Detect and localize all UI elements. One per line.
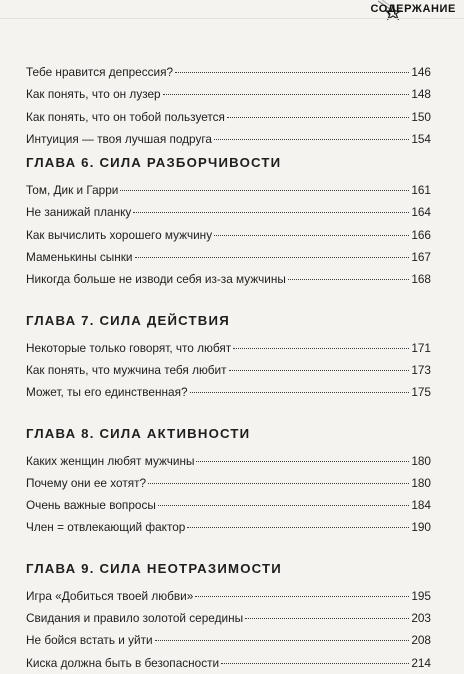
toc-entry[interactable]: [26, 246, 431, 268]
toc-entry[interactable]: [26, 268, 431, 290]
leader-dots: [135, 257, 410, 258]
chapter-section: [26, 150, 431, 290]
entry-title: Каких женщин любят мужчины: [26, 453, 195, 468]
toc-entry[interactable]: [26, 652, 431, 674]
entry-title: Как понять, что он тобой пользуется: [26, 109, 225, 124]
toc-entry[interactable]: [26, 359, 431, 381]
entry-title: Никогда больше не изводи себя из-за мужчины: [26, 272, 286, 287]
page-number: 161: [411, 183, 431, 198]
leader-dots: [214, 139, 409, 140]
leader-dots: [288, 279, 409, 280]
leader-dots: [221, 663, 409, 664]
toc-entry[interactable]: [26, 337, 431, 359]
leader-dots: [227, 117, 409, 118]
leader-dots: [155, 640, 410, 641]
leader-dots: [245, 618, 409, 619]
entry-title: Том, Дик и Гарри: [26, 183, 119, 198]
entry-title: Киска должна быть в безопасности: [26, 655, 220, 670]
continued-entries: [26, 61, 431, 150]
toc-entry[interactable]: [26, 179, 431, 201]
toc-entry[interactable]: [26, 494, 431, 516]
entry-title: Свидания и правило золотой середины: [26, 611, 244, 626]
page-number: 180: [411, 475, 431, 490]
section-title: СОДЕРЖАНИЕ: [370, 3, 456, 15]
chapter-section: [26, 421, 431, 539]
page-number: 167: [411, 250, 431, 265]
toc-entry[interactable]: [26, 83, 431, 105]
page-number: 168: [411, 272, 431, 287]
page-number: 184: [411, 498, 431, 513]
page-number: 154: [411, 131, 431, 146]
page-number: 166: [411, 227, 431, 242]
leader-dots: [158, 505, 409, 506]
entry-title: Почему они ее хотят?: [26, 475, 147, 490]
leader-dots: [133, 212, 409, 213]
toc-entry[interactable]: [26, 585, 431, 607]
page-number: 150: [411, 109, 431, 124]
chapter-heading[interactable]: ГЛАВА 6. СИЛА РАЗБОРЧИВОСТИ: [26, 155, 282, 171]
page-number: 190: [411, 520, 431, 535]
page-number: 146: [411, 65, 431, 79]
toc-entry[interactable]: [26, 629, 431, 651]
toc-entry[interactable]: [26, 61, 431, 83]
toc-entry[interactable]: [26, 128, 431, 150]
leader-dots: [195, 596, 409, 597]
page-number: 203: [411, 611, 431, 626]
page-number: 180: [411, 453, 431, 468]
entry-title: Не занижай планку: [26, 205, 132, 220]
toc-entry[interactable]: [26, 106, 431, 128]
page-number: 195: [411, 588, 431, 603]
leader-dots: [175, 72, 409, 73]
toc-entry[interactable]: [26, 224, 431, 246]
toc-entry[interactable]: [26, 450, 431, 472]
leader-dots: [148, 483, 409, 484]
chapter-list: [26, 150, 431, 674]
entry-title: Как понять, что он лузер: [26, 87, 161, 102]
leader-dots: [163, 94, 410, 95]
chapter-heading[interactable]: ГЛАВА 8. СИЛА АКТИВНОСТИ: [26, 425, 251, 441]
page-number: 148: [411, 87, 431, 102]
toc-entry[interactable]: [26, 516, 431, 538]
toc-entry[interactable]: [26, 607, 431, 629]
leader-dots: [214, 235, 409, 236]
chapter-section: [26, 308, 431, 404]
leader-dots: [233, 348, 409, 349]
leader-dots: [229, 370, 410, 371]
leader-dots: [187, 527, 409, 528]
leader-dots: [120, 190, 409, 191]
entry-title: Как понять, что мужчина тебя любит: [26, 362, 227, 377]
chapter-heading[interactable]: ГЛАВА 7. СИЛА ДЕЙСТВИЯ: [26, 312, 230, 328]
page-number: 175: [411, 385, 431, 400]
entry-title: Игра «Добиться твоей любви»: [26, 588, 194, 603]
entry-title: Как вычислить хорошего мужчину: [26, 227, 213, 242]
entry-title: Член = отвлекающий фактор: [26, 520, 186, 535]
chapter-section: [26, 556, 431, 674]
page-number: 208: [411, 633, 431, 648]
page-number: 173: [411, 362, 431, 377]
entry-title: Интуиция — твоя лучшая подруга: [26, 131, 212, 146]
entry-title: Не бойся встать и уйти: [26, 633, 153, 648]
table-of-contents: [26, 61, 431, 674]
page-number: 214: [411, 655, 431, 670]
leader-dots: [196, 461, 409, 462]
leader-dots: [190, 392, 410, 393]
toc-entry[interactable]: [26, 381, 431, 403]
entry-title: Некоторые только говорят, что любят: [26, 340, 232, 355]
entry-title: Маменькины сынки: [26, 250, 133, 265]
toc-entry[interactable]: [26, 472, 431, 494]
toc-entry[interactable]: [26, 201, 431, 223]
page-number: 164: [411, 205, 431, 220]
entry-title: Тебе нравится депрессия?: [26, 65, 174, 79]
entry-title: Очень важные вопросы: [26, 498, 156, 513]
chapter-heading[interactable]: ГЛАВА 9. СИЛА НЕОТРАЗИМОСТИ: [26, 560, 282, 576]
header-divider: [0, 18, 464, 19]
page-number: 171: [411, 340, 431, 355]
entry-title: Может, ты его единственная?: [26, 385, 188, 400]
